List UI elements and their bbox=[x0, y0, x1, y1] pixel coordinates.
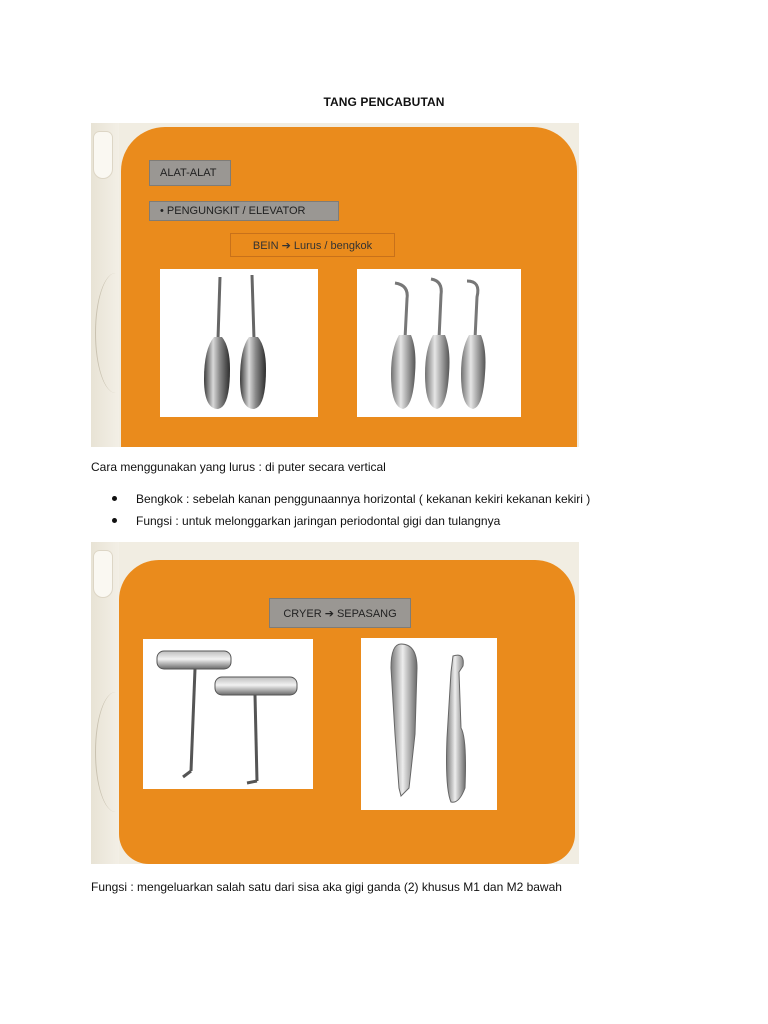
bein-label: BEIN ➔ Lurus / bengkok bbox=[230, 233, 395, 257]
elevator-label: • PENGUNGKIT / ELEVATOR bbox=[149, 201, 339, 221]
t-bar-cryer-elevators-photo bbox=[143, 639, 313, 789]
tooth-icon bbox=[93, 131, 113, 179]
alat-alat-label: ALAT-ALAT bbox=[149, 160, 231, 186]
tooth-icon bbox=[93, 550, 113, 598]
slide-decoration bbox=[91, 123, 119, 447]
bullet-icon bbox=[112, 496, 117, 501]
straight-elevators-photo bbox=[160, 269, 318, 417]
page-title: TANG PENCABUTAN bbox=[323, 95, 445, 109]
cryer-label: CRYER ➔ SEPASANG bbox=[269, 598, 411, 628]
slide-decoration bbox=[91, 542, 119, 864]
cryer-elevators-pair-photo bbox=[361, 638, 497, 810]
function-text: Fungsi : mengeluarkan salah satu dari sisa aka gigi ganda (2) khusus M1 dan M2 bawah bbox=[91, 880, 562, 894]
usage-text: Cara menggunakan yang lurus : di puter secara vertical bbox=[91, 460, 386, 474]
slide-cryer bbox=[91, 542, 579, 864]
curved-elevators-photo bbox=[357, 269, 521, 417]
bullet-icon bbox=[112, 518, 117, 523]
slide-elevator bbox=[91, 123, 579, 447]
